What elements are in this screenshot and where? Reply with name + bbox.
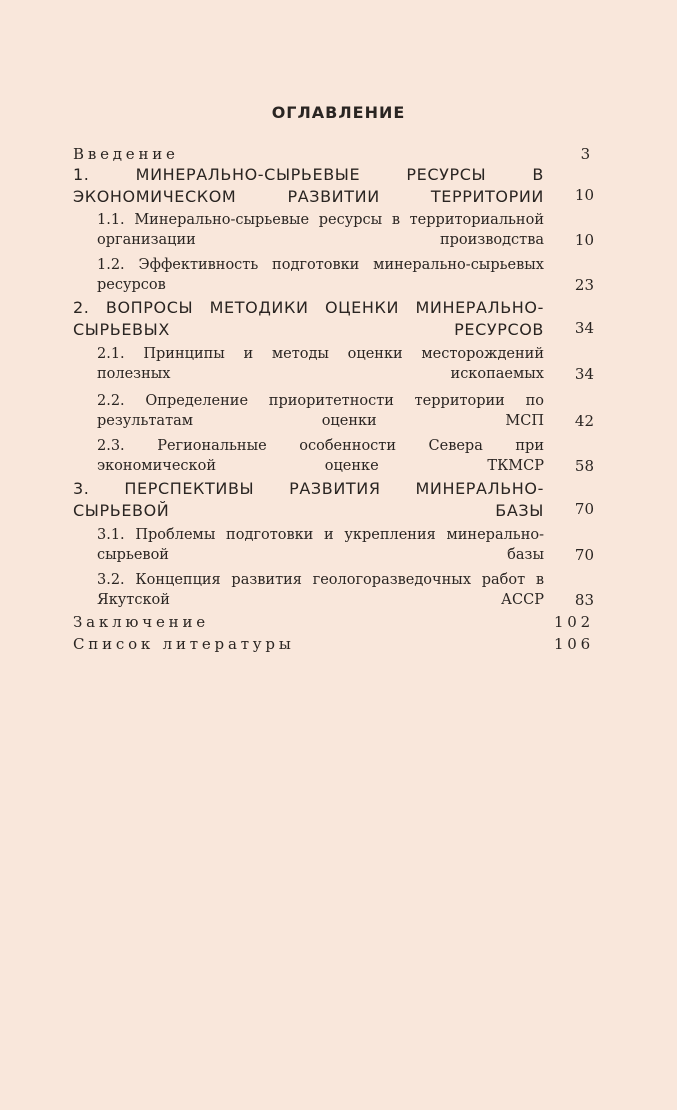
toc-entry-page: 42 bbox=[574, 411, 594, 430]
toc-entry-conclusion bbox=[73, 613, 594, 632]
toc-entry-label: 3.1. Проблемы подготовки и укрепления минерально-сырьевой базы bbox=[97, 527, 544, 563]
toc-entry-page: 83 bbox=[574, 590, 594, 609]
toc-entry-page: 70 bbox=[574, 500, 594, 518]
toc-section-3-1 bbox=[97, 526, 594, 565]
table-of-contents bbox=[73, 145, 594, 654]
toc-section-1-1 bbox=[97, 211, 594, 250]
toc-entry-page: 10 bbox=[574, 186, 594, 204]
toc-entry-label: 2.2. Определение приоритетности территории по результатам оценки МСП bbox=[97, 393, 544, 429]
toc-section-2-3 bbox=[97, 437, 594, 476]
toc-entry-label: 3.2. Концепция развития геологоразведочных работ в Якутской АССР bbox=[97, 572, 544, 608]
toc-entry-page: 34 bbox=[574, 364, 594, 383]
toc-entry-page: 102 bbox=[553, 613, 594, 631]
toc-entry-label: 2.1. Принципы и методы оценки месторождений полезных ископаемых bbox=[97, 346, 544, 382]
toc-section-1-2 bbox=[97, 256, 594, 295]
toc-title: ОГЛАВЛЕНИЕ bbox=[271, 103, 406, 122]
toc-section-2-1 bbox=[97, 345, 594, 384]
toc-entry-label: 1.1. Минерально-сырьевые ресурсы в территориальной организации производства bbox=[97, 212, 544, 248]
toc-entry-page: 70 bbox=[574, 545, 594, 564]
toc-entry-page: 34 bbox=[574, 319, 594, 337]
toc-entry-label: Заключение bbox=[73, 613, 209, 631]
toc-entry-page: 10 bbox=[574, 230, 594, 249]
toc-chapter-2 bbox=[73, 297, 594, 341]
toc-chapter-1 bbox=[73, 164, 594, 208]
toc-entry-label: 2. ВОПРОСЫ МЕТОДИКИ ОЦЕНКИ МИНЕРАЛЬНО-СЫРЬЕВЫХ РЕСУРСОВ bbox=[73, 298, 544, 339]
toc-chapter-3 bbox=[73, 478, 594, 522]
toc-entry-label: 2.3. Региональные особенности Севера при экономической оценке ТКМСР bbox=[97, 438, 544, 474]
toc-entry-page: 106 bbox=[553, 635, 594, 653]
toc-entry-page: 3 bbox=[580, 145, 594, 163]
toc-entry-page: 58 bbox=[574, 456, 594, 475]
toc-entry-label: 1.2. Эффективность подготовки минерально-сырьевых ресурсов bbox=[97, 257, 544, 293]
toc-entry-introduction bbox=[73, 145, 594, 164]
toc-entry-label: 3. ПЕРСПЕКТИВЫ РАЗВИТИЯ МИНЕРАЛЬНО-СЫРЬЕВОЙ БАЗЫ bbox=[73, 479, 544, 520]
toc-section-3-2 bbox=[97, 571, 594, 610]
toc-section-2-2 bbox=[97, 392, 594, 431]
toc-entry-label: 1. МИНЕРАЛЬНО-СЫРЬЕВЫЕ РЕСУРСЫ В ЭКОНОМИЧЕСКОМ РАЗВИТИИ ТЕРРИТОРИИ bbox=[73, 165, 544, 206]
toc-entry-page: 23 bbox=[574, 275, 594, 294]
toc-entry-literature bbox=[73, 635, 594, 654]
toc-entry-label: Список литературы bbox=[73, 635, 295, 653]
toc-entry-label: Введение bbox=[73, 145, 179, 163]
